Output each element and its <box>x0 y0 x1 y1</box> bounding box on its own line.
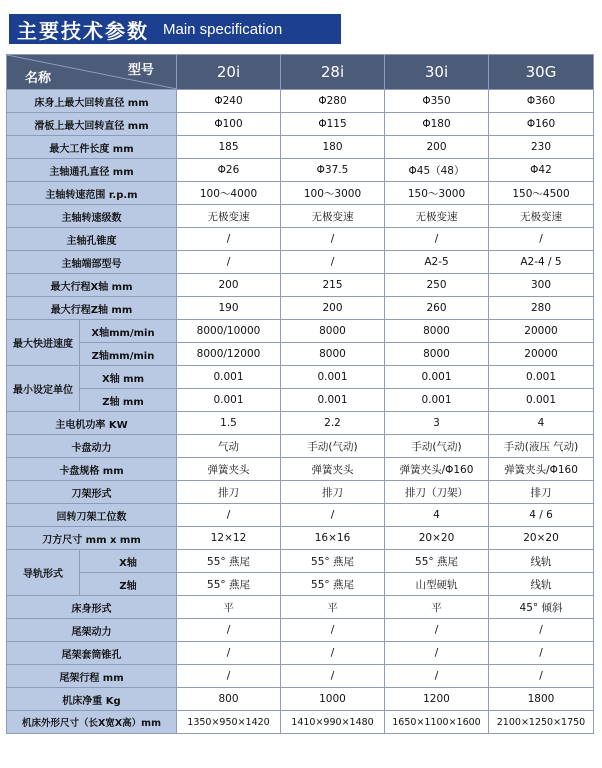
table-row <box>7 366 594 389</box>
row-label: 主轴转速级数 <box>7 205 177 228</box>
cell: 排刀 <box>489 481 594 504</box>
cell: 55° 燕尾 <box>281 550 385 573</box>
cell: / <box>281 251 385 274</box>
cell: 8000/12000 <box>177 343 281 366</box>
cell: 20×20 <box>489 527 594 550</box>
table-row <box>7 619 594 642</box>
row-label: 主轴端部型号 <box>7 251 177 274</box>
row-label: 机床外形尺寸（长X宽X高）mm <box>7 711 177 734</box>
table-row <box>7 435 594 458</box>
cell: 1410×990×1480 <box>281 711 385 734</box>
cell: 55° 燕尾 <box>177 550 281 573</box>
cell: 55° 燕尾 <box>281 573 385 596</box>
cell: 0.001 <box>177 389 281 412</box>
row-label: 最大工件长度 mm <box>7 136 177 159</box>
model-label: 型号 <box>127 63 154 78</box>
table-row <box>7 642 594 665</box>
row-label: 尾架套筒锥孔 <box>7 642 177 665</box>
cell: 线轨 <box>489 573 594 596</box>
title-zh: 主要技术参数 <box>17 18 149 43</box>
cell: 200 <box>281 297 385 320</box>
cell: Φ350 <box>385 90 489 113</box>
cell: 185 <box>177 136 281 159</box>
cell: / <box>281 619 385 642</box>
cell: Φ45（48） <box>385 159 489 182</box>
cell: Φ100 <box>177 113 281 136</box>
sub-label: Z轴 <box>80 573 177 596</box>
cell: 排刀 <box>177 481 281 504</box>
cell: 弹簧夹头 <box>177 458 281 481</box>
row-label: 卡盘动力 <box>7 435 177 458</box>
cell: / <box>281 504 385 527</box>
cell: 手动(气动) <box>385 435 489 458</box>
cell: 线轨 <box>489 550 594 573</box>
cell: Φ180 <box>385 113 489 136</box>
cell: 无极变速 <box>177 205 281 228</box>
cell: 0.001 <box>177 366 281 389</box>
cell: / <box>489 228 594 251</box>
cell: Φ280 <box>281 90 385 113</box>
table-row <box>7 711 594 734</box>
table-row <box>7 481 594 504</box>
cell: 4 <box>489 412 594 435</box>
row-label: 最大行程Z轴 mm <box>7 297 177 320</box>
cell: / <box>281 228 385 251</box>
table-row <box>7 228 594 251</box>
cell: 200 <box>385 136 489 159</box>
table-row <box>7 343 594 366</box>
cell: 平 <box>177 596 281 619</box>
row-label: 床身形式 <box>7 596 177 619</box>
cell: 280 <box>489 297 594 320</box>
cell: 150～4500 <box>489 182 594 205</box>
cell: / <box>489 665 594 688</box>
table-row <box>7 688 594 711</box>
table-row <box>7 251 594 274</box>
cell: 8000 <box>281 320 385 343</box>
table-row <box>7 665 594 688</box>
cell: A2-5 <box>385 251 489 274</box>
cell: Φ240 <box>177 90 281 113</box>
row-label: 机床净重 Kg <box>7 688 177 711</box>
table-row <box>7 412 594 435</box>
cell: 1000 <box>281 688 385 711</box>
table-row <box>7 504 594 527</box>
cell: 8000 <box>281 343 385 366</box>
title-en: Main specification <box>163 20 283 38</box>
table-row <box>7 297 594 320</box>
row-label: 主轴孔锥度 <box>7 228 177 251</box>
sub-label: X轴mm/min <box>80 320 177 343</box>
cell: 16×16 <box>281 527 385 550</box>
cell: 山型硬轨 <box>385 573 489 596</box>
cell: 0.001 <box>489 366 594 389</box>
row-label: 刀方尺寸 mm x mm <box>7 527 177 550</box>
table-row <box>7 205 594 228</box>
cell: / <box>177 642 281 665</box>
row-label: 卡盘规格 mm <box>7 458 177 481</box>
table-row <box>7 136 594 159</box>
cell: Φ26 <box>177 159 281 182</box>
spec-table <box>6 54 594 734</box>
table-row <box>7 458 594 481</box>
cell: 手动(气动) <box>281 435 385 458</box>
cell: 100～3000 <box>281 182 385 205</box>
cell: 2100×1250×1750 <box>489 711 594 734</box>
table-row <box>7 550 594 573</box>
row-label: 床身上最大回转直径 mm <box>7 90 177 113</box>
cell: 1.5 <box>177 412 281 435</box>
cell: 215 <box>281 274 385 297</box>
cell: 800 <box>177 688 281 711</box>
sub-label: X轴 mm <box>80 366 177 389</box>
cell: 弹簧夹头/Φ160 <box>385 458 489 481</box>
cell: A2-4 / 5 <box>489 251 594 274</box>
cell: / <box>177 228 281 251</box>
cell: 弹簧夹头 <box>281 458 385 481</box>
group-label: 导轨形式 <box>7 550 80 596</box>
cell: 无极变速 <box>385 205 489 228</box>
row-label: 主轴转速范围 r.p.m <box>7 182 177 205</box>
cell: 55° 燕尾 <box>177 573 281 596</box>
table-row <box>7 596 594 619</box>
table-row <box>7 182 594 205</box>
cell: 200 <box>177 274 281 297</box>
cell: 平 <box>385 596 489 619</box>
cell: 1350×950×1420 <box>177 711 281 734</box>
cell: / <box>489 642 594 665</box>
cell: 无极变速 <box>281 205 385 228</box>
sub-label: X轴 <box>80 550 177 573</box>
row-label: 主轴通孔直径 mm <box>7 159 177 182</box>
cell: 260 <box>385 297 489 320</box>
sub-label: Z轴mm/min <box>80 343 177 366</box>
cell: 平 <box>281 596 385 619</box>
row-label: 主电机功率 KW <box>7 412 177 435</box>
cell: 1200 <box>385 688 489 711</box>
cell: 300 <box>489 274 594 297</box>
table-row <box>7 113 594 136</box>
cell: / <box>177 251 281 274</box>
cell: 20000 <box>489 343 594 366</box>
cell: 8000 <box>385 343 489 366</box>
cell: 手动(液压 气动) <box>489 435 594 458</box>
cell: 0.001 <box>385 366 489 389</box>
cell: 250 <box>385 274 489 297</box>
cell: 4 / 6 <box>489 504 594 527</box>
name-label: 名称 <box>25 71 52 86</box>
cell: 8000/10000 <box>177 320 281 343</box>
header-row <box>7 55 594 90</box>
group-label: 最小设定单位 <box>7 366 80 412</box>
cell: Φ42 <box>489 159 594 182</box>
cell: 190 <box>177 297 281 320</box>
row-label: 滑板上最大回转直径 mm <box>7 113 177 136</box>
cell: Φ160 <box>489 113 594 136</box>
sub-label: Z轴 mm <box>80 389 177 412</box>
table-row <box>7 527 594 550</box>
row-label: 最大行程X轴 mm <box>7 274 177 297</box>
cell: / <box>177 619 281 642</box>
group-label: 最大快进速度 <box>7 320 80 366</box>
row-label: 回转刀架工位数 <box>7 504 177 527</box>
cell: Φ37.5 <box>281 159 385 182</box>
model-20i: 20i <box>177 55 281 90</box>
cell: / <box>281 665 385 688</box>
cell: 1800 <box>489 688 594 711</box>
cell: / <box>489 619 594 642</box>
cell: 230 <box>489 136 594 159</box>
table-row <box>7 320 594 343</box>
header-corner <box>7 55 177 90</box>
cell: / <box>385 228 489 251</box>
cell: 20000 <box>489 320 594 343</box>
cell: 气动 <box>177 435 281 458</box>
table-row <box>7 274 594 297</box>
table-row <box>7 90 594 113</box>
cell: / <box>385 642 489 665</box>
table-row <box>7 159 594 182</box>
cell: / <box>385 619 489 642</box>
cell: 0.001 <box>281 389 385 412</box>
cell: 排刀 <box>281 481 385 504</box>
cell: 无极变速 <box>489 205 594 228</box>
cell: 0.001 <box>281 366 385 389</box>
model-28i: 28i <box>281 55 385 90</box>
cell: 2.2 <box>281 412 385 435</box>
cell: 12×12 <box>177 527 281 550</box>
cell: 55° 燕尾 <box>385 550 489 573</box>
cell: 45° 倾斜 <box>489 596 594 619</box>
row-label: 尾架动力 <box>7 619 177 642</box>
row-label: 刀架形式 <box>7 481 177 504</box>
model-30i: 30i <box>385 55 489 90</box>
cell: Φ360 <box>489 90 594 113</box>
cell: 150～3000 <box>385 182 489 205</box>
cell: 20×20 <box>385 527 489 550</box>
row-label: 尾架行程 mm <box>7 665 177 688</box>
cell: / <box>385 665 489 688</box>
title-banner <box>9 14 341 44</box>
cell: 4 <box>385 504 489 527</box>
cell: 1650×1100×1600 <box>385 711 489 734</box>
table-row <box>7 389 594 412</box>
cell: 180 <box>281 136 385 159</box>
cell: / <box>177 504 281 527</box>
cell: 弹簧夹头/Φ160 <box>489 458 594 481</box>
cell: Φ115 <box>281 113 385 136</box>
cell: 0.001 <box>489 389 594 412</box>
cell: 排刀（刀架） <box>385 481 489 504</box>
cell: / <box>177 665 281 688</box>
cell: 100～4000 <box>177 182 281 205</box>
cell: / <box>281 642 385 665</box>
cell: 0.001 <box>385 389 489 412</box>
cell: 3 <box>385 412 489 435</box>
table-row <box>7 573 594 596</box>
model-30g: 30G <box>489 55 594 90</box>
cell: 8000 <box>385 320 489 343</box>
